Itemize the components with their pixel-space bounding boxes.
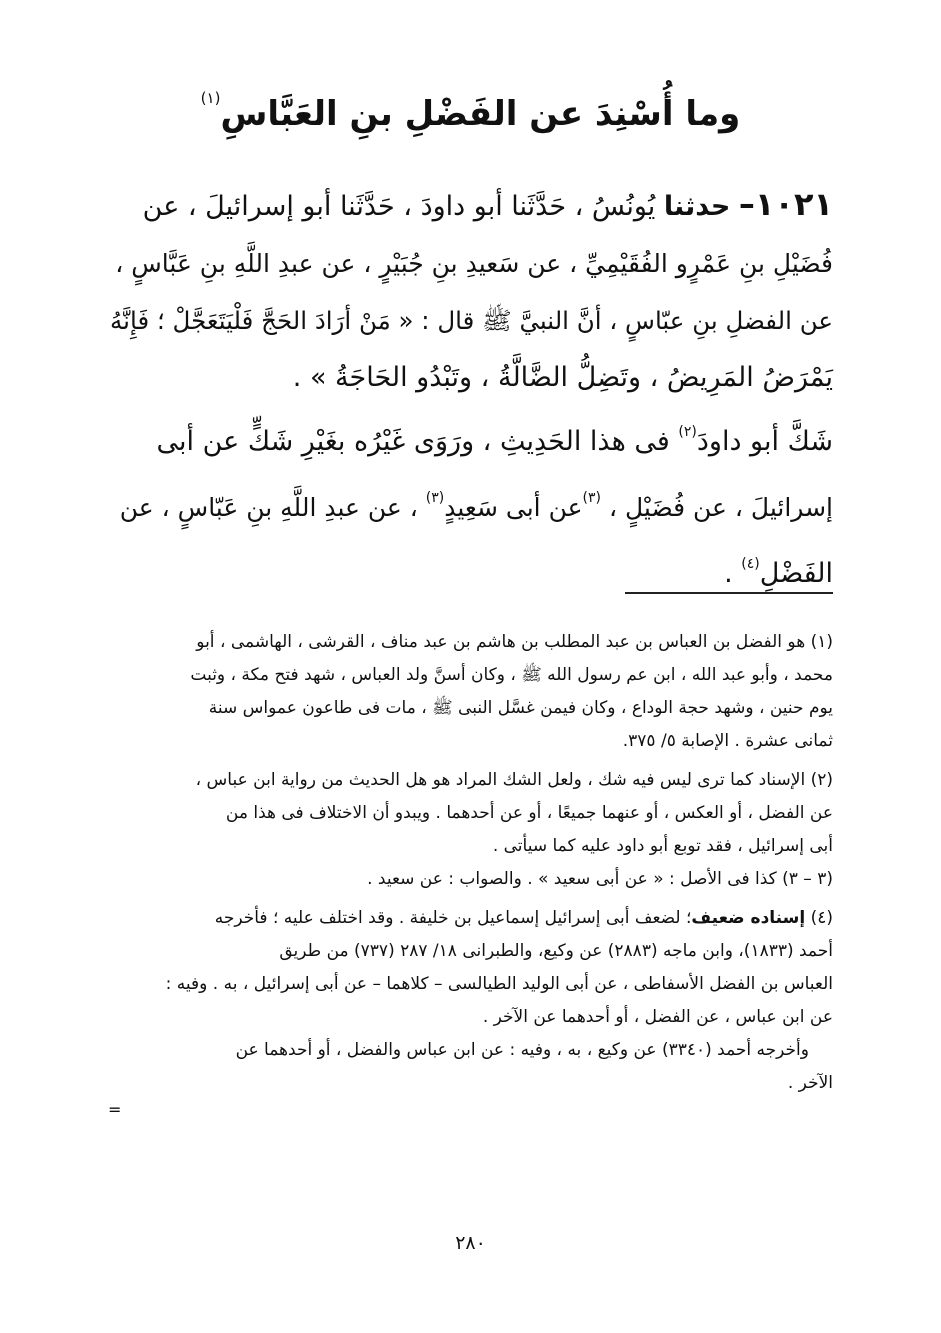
hadith-text: يُونُسُ ، حَدَّثَنا أبو داودَ ، حَدَّثَنا أبو إسرائيلَ ، عن (142, 191, 656, 222)
footnote-line: محمد ، وأبو عبد الله ، ابن عم رسول الله ﷺ ، وكان أسنَّ ولد العباس ، شهد فتح مكة ، وثبت (190, 665, 833, 685)
hadith-paragraph (108, 176, 833, 406)
commentary-text: عن أبى سَعِيدٍ (444, 493, 583, 522)
continuation-mark: = (108, 1100, 122, 1119)
footnote-ref-4: (٤) (741, 556, 760, 572)
footnote-text: ؛ لضعف أبى إسرائيل إسماعيل بن خليفة . وقد اختلف عليه ؛ فأخرجه (214, 908, 692, 928)
footnote-ref-3-open: (٣) (582, 490, 601, 506)
hadith-lead: حدثنا (663, 191, 731, 222)
footnote-line: العباس بن الفضل الأسفاطى ، عن أبى الوليد الطيالسى – كلاهما – عن أبى إسرائيل ، به . وفيه : (165, 974, 833, 994)
footnote-line: الآخر . (787, 1073, 833, 1093)
footnote-line: أبى إسرائيل ، فقد توبع أبو داود عليه كما سيأتى . (492, 836, 833, 856)
footnote-number: (٤) (810, 908, 833, 928)
section-heading (0, 72, 941, 140)
commentary-paragraph (108, 404, 833, 602)
heading-text: وما أُسْنِدَ عن الفَضْلِ بنِ العَبَّاسِ (220, 94, 741, 134)
footnote-line: يوم حنين ، وشهد حجة الوداع ، وكان فيمن غسَّل النبى ﷺ ، مات فى طاعون عمواس سنة (208, 698, 833, 718)
footnote-line: وأخرجه أحمد (٣٣٤٠) عن وكيع ، به ، وفيه : عن ابن عباس والفضل ، أو أحدهما عن (235, 1040, 809, 1060)
footnote-line: عن الفضل ، أو العكس ، أو عنهما جميعًا ، أو عن أحدهما . ويبدو أن الاختلاف فى هذا من (225, 803, 833, 823)
commentary-line-2 (108, 470, 833, 536)
heading-footnote-ref: (١) (200, 89, 221, 107)
footnote-line: (٢) الإسناد كما ترى ليس فيه شك ، ولعل الشك المراد هو هل الحديث من رواية ابن عباس ، (195, 770, 833, 790)
commentary-text: شَكَّ أبو داودَ (696, 426, 833, 457)
footnote-line: ثمانى عشرة . الإصابة ٥/ ٣٧٥. (622, 731, 833, 751)
footnote-4 (108, 902, 833, 1120)
footnote-3: (٣ – ٣) كذا فى الأصل : « عن أبى سعيد » . والصواب : عن سعيد . (367, 869, 833, 889)
page-number: ٢٨٠ (455, 1232, 486, 1254)
footnote-2 (108, 764, 833, 896)
hadith-line-4: يَمْرَضُ المَرِيضُ ، وتَضِلُّ الضَّالَّةُ ، وتَبْدُو الحَاجَةُ » . (292, 362, 833, 393)
footnote-ref-2: (٢) (678, 424, 697, 440)
footnote-line: (١) هو الفضل بن العباس بن عبد المطلب بن هاشم بن عبد مناف ، القرشى ، الهاشمى ، أبو (196, 632, 833, 652)
grading-label: إسناده ضعيف (691, 908, 806, 928)
hadith-line-3: عن الفضلِ بنِ عبّاسٍ ، أنَّ النبيَّ ﷺ قال : « مَنْ أرَادَ الحَجَّ فَلْيَتَعَجَّلْ ؛ فَإِنَّهُ (110, 306, 833, 335)
commentary-text: . (724, 558, 742, 589)
hadith-line-2: فُضَيْلِ بنِ عَمْرٍو الفُقَيْمِيِّ ، عن سَعيدِ بنِ جُبَيْرٍ ، عن عبدِ اللَّهِ بنِ عَبَّاسٍ ، (115, 249, 833, 278)
footnote-line (108, 902, 833, 935)
footnote-line: عن ابن عباس ، عن الفضل ، أو أحدهما عن الآخر . (482, 1007, 833, 1027)
hadith-number: ١٠٢١– (738, 185, 833, 223)
footnote-line: أحمد (١٨٣٣)، وابن ماجه (٢٨٨٣) عن وكيع، والطبرانى ١٨/ ٢٨٧ (٧٣٧) من طريق (279, 941, 833, 961)
footnote-1 (108, 626, 833, 758)
commentary-text: فى هذا الحَدِيثِ ، ورَوَى غَيْرُه بغَيْرِ شَكٍّ عن أبى (156, 426, 679, 457)
commentary-text: إسرائيلَ ، عن فُضَيْلٍ ، (601, 493, 833, 522)
hadith-line-1 (108, 176, 833, 235)
footnote-divider (625, 592, 833, 594)
commentary-text: الفَضْلِ (759, 558, 833, 589)
footnote-ref-3-close: (٣) (425, 490, 445, 506)
footnotes (108, 626, 833, 1126)
commentary-text: ، عن عبدِ اللَّهِ بنِ عَبّاسٍ ، عن (119, 493, 426, 522)
commentary-line-1 (108, 404, 833, 470)
